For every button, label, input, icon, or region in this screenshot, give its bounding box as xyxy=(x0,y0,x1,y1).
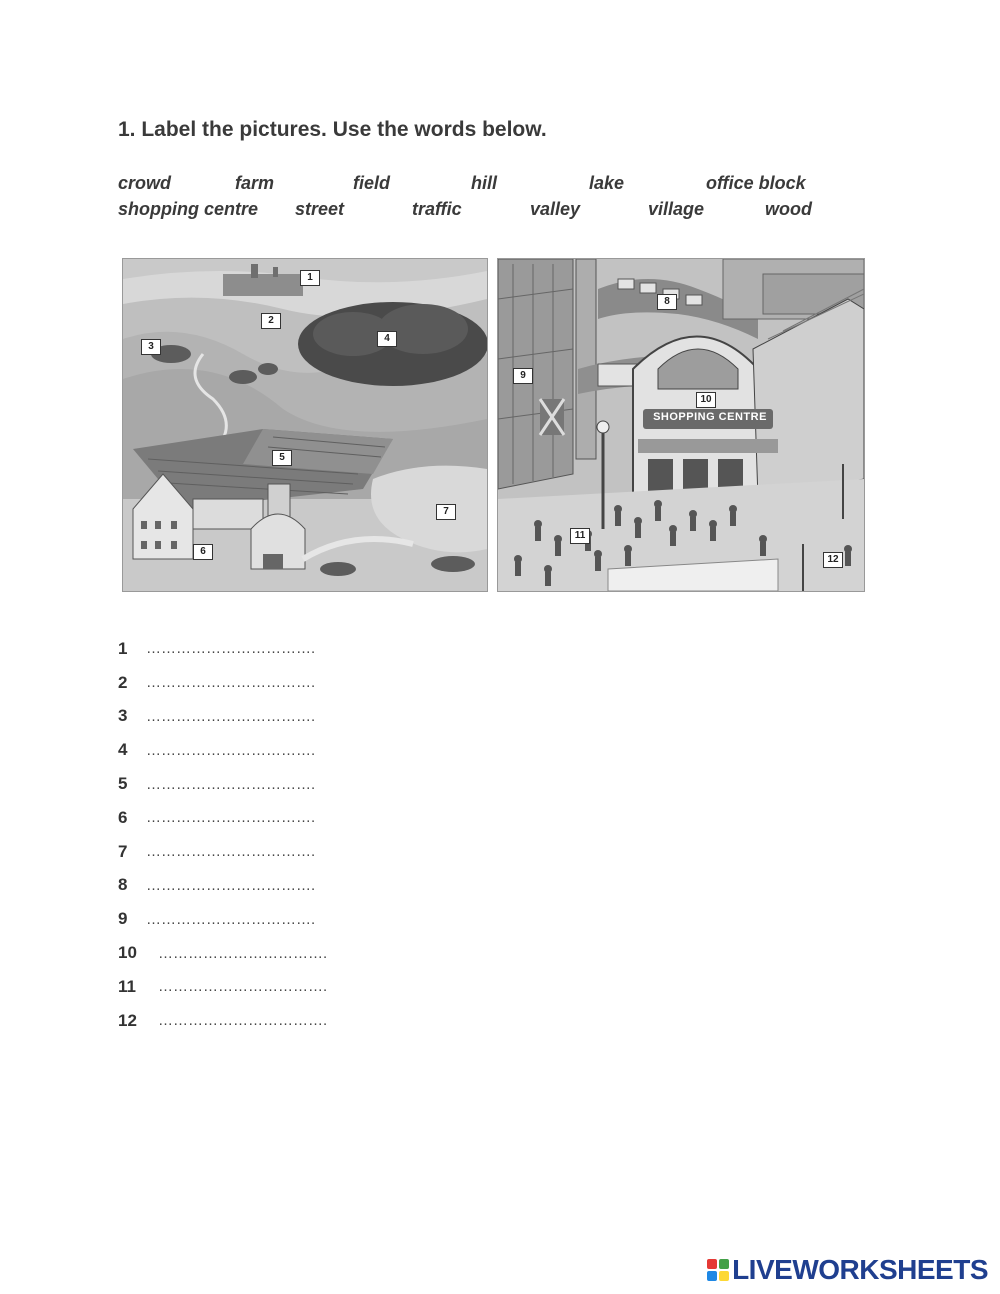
label-5: 5 xyxy=(272,447,292,466)
answer-blank-11[interactable]: ……………………………. xyxy=(158,978,328,996)
answer-row-3 xyxy=(118,700,327,734)
word-crowd: crowd xyxy=(118,173,172,193)
answer-row-12 xyxy=(118,1004,327,1038)
answer-blank-9[interactable]: ……………………………. xyxy=(146,910,316,928)
countryside-picture xyxy=(122,258,488,592)
word-hill: hill xyxy=(471,173,497,193)
word-office-block: office block xyxy=(706,173,806,193)
answer-number: 9 xyxy=(118,909,128,929)
answer-blank-3[interactable]: ……………………………. xyxy=(146,707,316,725)
answer-row-7 xyxy=(118,835,327,869)
answer-number: 1 xyxy=(118,638,128,658)
answer-list xyxy=(118,632,327,1038)
label-4: 4 xyxy=(377,328,397,347)
word-bank-row-1 xyxy=(118,173,818,197)
word-street: street xyxy=(295,199,345,219)
answer-number: 10 xyxy=(118,943,137,963)
answer-number: 2 xyxy=(118,672,128,692)
label-7: 7 xyxy=(436,501,456,520)
answer-row-2 xyxy=(118,666,327,700)
answer-blank-10[interactable]: ……………………………. xyxy=(158,944,328,962)
shopping-centre-sign: SHOPPING CENTRE xyxy=(653,411,767,423)
word-field: field xyxy=(353,173,391,193)
word-bank-row-2 xyxy=(118,199,818,223)
label-11: 11 xyxy=(570,525,590,544)
word-lake: lake xyxy=(589,173,625,193)
answer-blank-8[interactable]: ……………………………. xyxy=(146,876,316,894)
label-2: 2 xyxy=(261,310,281,329)
word-valley: valley xyxy=(530,199,581,219)
label-1: 1 xyxy=(300,267,320,286)
word-wood: wood xyxy=(765,199,812,219)
answer-number: 12 xyxy=(118,1010,137,1030)
logo-text: LIVEWORKSHEETS xyxy=(732,1254,988,1285)
answer-number: 11 xyxy=(118,976,136,996)
label-8: 8 xyxy=(657,291,677,310)
city-picture xyxy=(497,258,865,592)
answer-number: 3 xyxy=(118,706,128,726)
exercise-title: 1. Label the pictures. Use the words below. xyxy=(118,118,547,141)
answer-blank-4[interactable]: ……………………………. xyxy=(146,741,316,759)
answer-row-9 xyxy=(118,902,327,936)
answer-number: 4 xyxy=(118,740,128,760)
answer-row-11 xyxy=(118,970,327,1004)
answer-row-6 xyxy=(118,801,327,835)
answer-number: 8 xyxy=(118,875,128,895)
word-traffic: traffic xyxy=(412,199,462,219)
answer-blank-7[interactable]: ……………………………. xyxy=(146,843,316,861)
label-6: 6 xyxy=(193,541,213,560)
answer-number: 6 xyxy=(118,807,128,827)
answer-blank-12[interactable]: ……………………………. xyxy=(158,1012,328,1030)
word-farm: farm xyxy=(235,173,275,193)
answer-number: 5 xyxy=(118,774,128,794)
answer-row-4 xyxy=(118,733,327,767)
label-10: 10 xyxy=(696,389,716,408)
logo-icon xyxy=(707,1259,729,1281)
answer-row-8 xyxy=(118,869,327,903)
word-village: village xyxy=(648,199,705,219)
answer-blank-2[interactable]: ……………………………. xyxy=(146,674,316,692)
answer-row-1 xyxy=(118,632,327,666)
answer-row-10 xyxy=(118,936,327,970)
answer-blank-1[interactable]: ……………………………. xyxy=(146,640,316,658)
word-shopping-centre: shopping centre xyxy=(118,199,259,219)
label-12: 12 xyxy=(823,549,843,568)
label-9: 9 xyxy=(513,365,533,384)
answer-row-5 xyxy=(118,767,327,801)
answer-number: 7 xyxy=(118,841,128,861)
label-3: 3 xyxy=(141,336,161,355)
answer-blank-5[interactable]: ……………………………. xyxy=(146,775,316,793)
liveworksheets-logo[interactable] xyxy=(707,1254,988,1286)
answer-blank-6[interactable]: ……………………………. xyxy=(146,809,316,827)
